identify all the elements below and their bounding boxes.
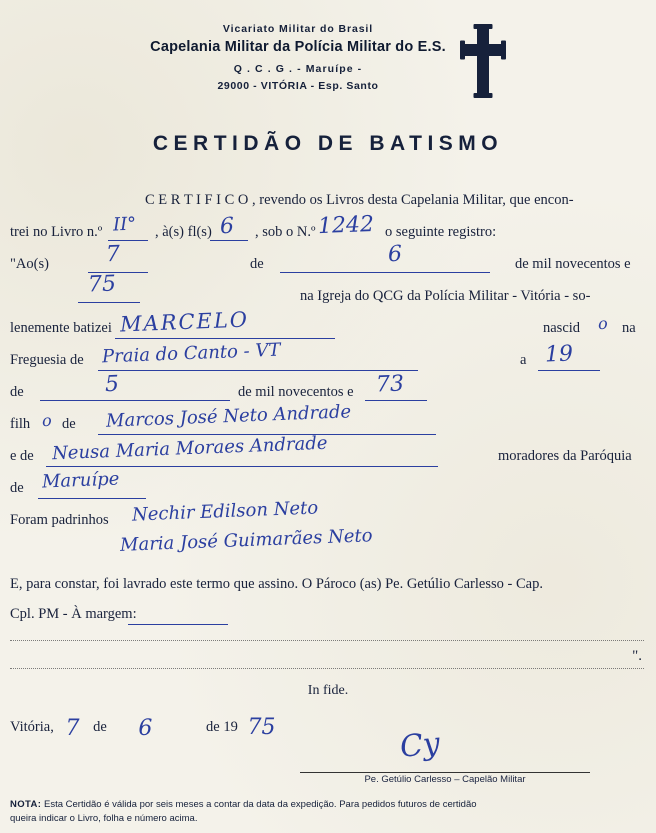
na-label: na: [622, 320, 636, 336]
baptized-name-underline: [115, 338, 335, 339]
child-gender-value: o: [41, 410, 53, 431]
body-line-5: [10, 307, 644, 346]
de-label-3: de: [62, 416, 76, 432]
registry-number-value: 1242: [317, 211, 375, 240]
signature-rule: [300, 772, 590, 773]
de-label-2: de: [10, 384, 24, 400]
letterhead: [0, 22, 656, 103]
registry-trailer: o seguinte registro:: [385, 224, 497, 240]
sign-year-value: 75: [247, 715, 276, 740]
month-value: 6: [387, 241, 403, 268]
birth-month-underline: [40, 400, 230, 401]
de-19-label: de 19: [206, 719, 238, 735]
church-text: na Igreja do QCG da Polícia Militar - Vitória - so-: [300, 288, 591, 304]
day-value: 7: [105, 241, 121, 268]
in-fide-text: In fide.: [307, 683, 349, 698]
dotted-rule-2: [10, 668, 644, 669]
and-of-label: e de: [10, 448, 34, 464]
thousand-label-2: de mil novecentos e: [238, 384, 354, 400]
sign-month-value: 6: [138, 716, 153, 741]
letterhead-line-3: Q . C . G . - Maruípe -: [233, 62, 363, 75]
parish-label: Freguesia de: [10, 352, 84, 368]
thousand-label-1: de mil novecentos e: [515, 256, 631, 272]
closing-statement: E, para constar, foi lavrado este termo que assino. O Pároco (as) Pe. Getúlio Carlesso - Cap.: [10, 576, 543, 592]
residence-value: Maruípe: [41, 468, 120, 493]
baptized-name-value: MARCELO: [119, 307, 250, 337]
body-line-4: [10, 271, 644, 314]
signature-caption: Pe. Getúlio Carlesso – Capelão Militar: [364, 774, 526, 785]
year-value: 75: [87, 271, 117, 298]
month-underline: [280, 272, 490, 273]
note-text-2: queira indicar o Livro, folha e número acima.: [10, 813, 198, 825]
mother-name-value: Neusa Maria Moraes Andrade: [51, 432, 328, 465]
book-underline: [108, 240, 148, 241]
body-line-13: [10, 570, 644, 600]
letterhead-text: [150, 22, 446, 93]
footer-note: [10, 798, 644, 827]
a-label: a: [520, 352, 527, 368]
birth-month-value: 5: [104, 371, 120, 398]
folio-value: 6: [219, 213, 235, 240]
born-gender-value: o: [597, 313, 609, 334]
godmother-value: Maria José Guimarães Neto: [119, 525, 373, 556]
residence-underline: [38, 498, 146, 499]
aos-label: "Ao(s): [10, 256, 49, 272]
margin-underline: [128, 624, 228, 625]
letterhead-line-2: Capelania Militar da Polícia Militar do E.S.: [150, 39, 446, 56]
margin-label: Cpl. PM - À margem:: [10, 606, 137, 622]
priest-signature: Cy: [398, 726, 442, 765]
latin-cross-icon: [460, 24, 506, 103]
body-line-14: [10, 600, 644, 628]
letterhead-line-4: 29000 - VITÓRIA - Esp. Santo: [217, 79, 379, 92]
note-label: NOTA:: [10, 799, 42, 810]
birth-year-value: 73: [375, 371, 405, 398]
residents-label: moradores da Paróquia: [498, 448, 632, 464]
note-text-1: Esta Certidão é válida por seis meses a contar da data da expedição. Para pedidos futuros de certidão: [44, 799, 477, 810]
born-label: nascid: [543, 320, 581, 336]
body-line-12: [10, 525, 644, 570]
sign-day-value: 7: [65, 716, 80, 741]
parish-underline: [98, 370, 418, 371]
page-title: CERTIDÃO DE BATISMO: [152, 132, 504, 155]
letterhead-line-1: Vicariato Militar do Brasil: [222, 23, 374, 35]
parish-value: Praia do Canto - VT: [101, 339, 281, 368]
birth-day-value: 19: [544, 341, 574, 368]
mother-underline: [46, 466, 438, 467]
father-name-value: Marcos José Neto Andrade: [105, 401, 352, 432]
de-label-1: de: [250, 256, 264, 272]
folio-label: , à(s) fl(s): [155, 224, 212, 240]
folio-underline: [210, 240, 248, 241]
godparents-label: Foram padrinhos: [10, 512, 109, 528]
body-line-10: [10, 468, 644, 506]
certificate-body: [10, 186, 644, 628]
godfather-value: Nechir Edilson Neto: [131, 497, 319, 526]
birth-day-underline: [538, 370, 600, 371]
baptized-label: lenemente batizei: [10, 320, 112, 336]
de-label-5: de: [93, 719, 107, 735]
dotted-rule-1: [10, 640, 644, 641]
place-label: Vitória,: [10, 719, 54, 735]
de-label-4: de: [10, 480, 24, 496]
year-underline: [78, 302, 140, 303]
number-label: , sob o N.º: [255, 224, 316, 240]
child-label: filh: [10, 416, 31, 432]
book-label: trei no Livro n.º: [10, 224, 103, 240]
closing-quote: ".: [632, 648, 642, 664]
book-value: II°: [112, 213, 137, 236]
certifico-text: C E R T I F I C O , revendo os Livros desta Capelania Militar, que encon-: [145, 192, 574, 208]
birth-year-underline: [365, 400, 427, 401]
date-line: [10, 712, 276, 741]
